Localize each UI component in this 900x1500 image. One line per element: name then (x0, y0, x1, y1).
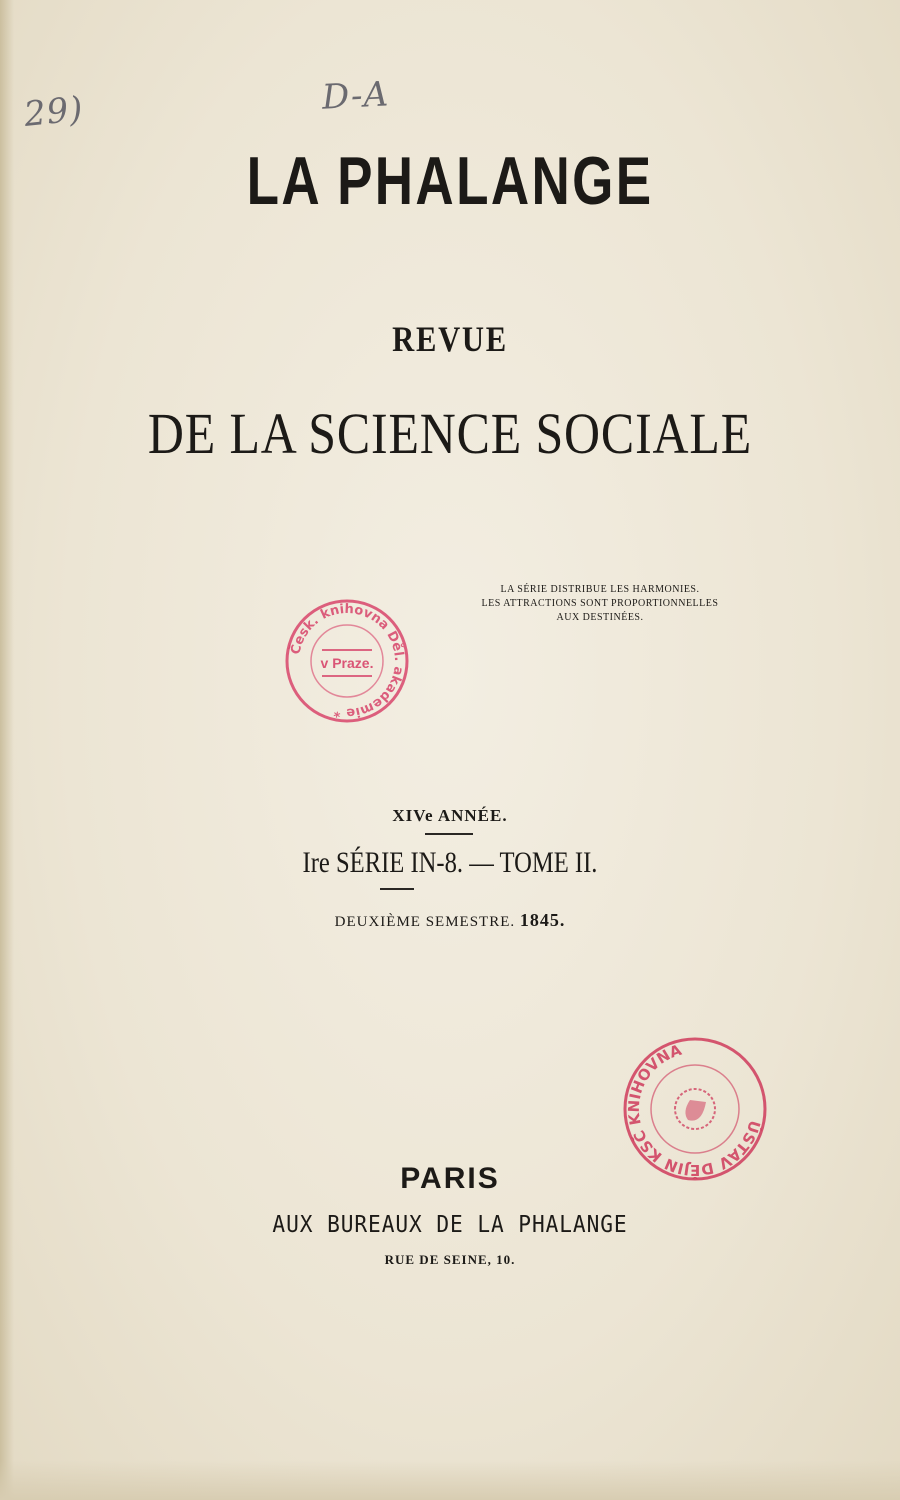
institute-stamp (622, 1036, 768, 1182)
handwritten-shelf-number: 29) (22, 88, 86, 136)
page-edge-shadow (0, 0, 14, 1500)
semestre-year: 1845. (519, 910, 566, 930)
divider-rule (380, 888, 414, 890)
imprint-publisher: AUX BUREAUX DE LA PHALANGE (272, 1212, 628, 1238)
epigraph-line: LES ATTRACTIONS SONT PROPORTIONNELLES (481, 598, 719, 609)
library-stamp (284, 598, 410, 724)
handwritten-code: D-A (320, 74, 390, 118)
journal-revue-label: REVUE (392, 319, 508, 359)
library-stamp-outer-text: Česk. knihovna Děl. akademie * (288, 601, 407, 721)
annee-line: XIVe ANNÉE. (392, 806, 508, 825)
epigraph-line: AUX DESTINÉES. (556, 612, 644, 623)
emblem-icon (675, 1089, 715, 1129)
epigraph-line: LA SÉRIE DISTRIBUE LES HARMONIES. (500, 584, 700, 595)
institute-stamp-outer-text: ÚSTAV DĚJIN KSČ KNIHOVNA (624, 1040, 764, 1180)
semestre-label: DEUXIÈME SEMESTRE. (334, 914, 516, 930)
library-stamp-inner-text: v Praze. (320, 655, 374, 671)
serie-line: Ire SÉRIE IN-8. — TOME II. (302, 846, 598, 879)
divider-rule (425, 833, 473, 835)
journal-subtitle: DE LA SCIENCE SOCIALE (147, 401, 753, 466)
imprint-city: PARIS (400, 1162, 500, 1195)
semestre-line (0, 910, 900, 931)
page-bottom-shadow (0, 1460, 900, 1500)
journal-title: LA PHALANGE (246, 143, 654, 219)
epigraph (470, 583, 730, 625)
imprint-address: RUE DE SEINE, 10. (384, 1252, 516, 1267)
